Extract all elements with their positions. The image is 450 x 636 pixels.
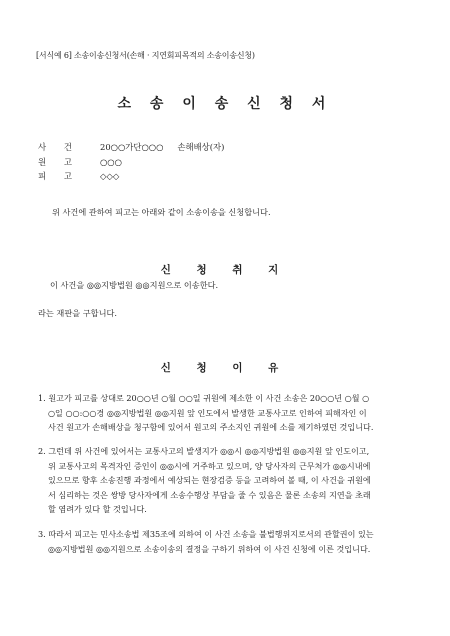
defendant-row <box>38 169 224 184</box>
defendant-value: ◇◇◇ <box>100 171 120 182</box>
defendant-label: 피 고 <box>38 171 72 182</box>
form-number: [서식예 6] 소송이송신청서(손해 · 지연회피목적의 소송이송신청) <box>36 51 255 60</box>
case-value: 20○○가단○○○ 손해배상(자) <box>100 142 225 153</box>
document-title: 소 송 이 송 신 청 서 <box>117 96 333 112</box>
reason-item-2: 2. 그런데 위 사건에 있어서는 교통사고의 발생지가 ◎◎시 ◎◎지방법원 ◎◎지원 앞 인도이고, 위 교통사고의 목격자인 증인이 ◎◎시에 거주하고 있으며, 양 당사자의 근무처가 ◎◎시내에 있으므로 향후 소송진행 과정에서 예상되는 현장검증 등을 고려하여 볼 때, 이 사건을 귀원에 서 심리하는 것은 쌍방 당사자에게 소송수행상 부담을 줄 수 있음은 물론 소송의 지연을 초래 할 염려가 있다 할 것입니다. <box>38 446 371 514</box>
purpose-closing: 라는 재판을 구합니다. <box>38 308 117 318</box>
case-row <box>38 140 224 155</box>
purpose-heading: 신 청 취 지 <box>160 264 290 276</box>
case-label: 사 건 <box>38 142 72 153</box>
plaintiff-value: ○○○ <box>100 156 122 167</box>
party-info <box>38 140 224 184</box>
purpose-body: 이 사건을 ◎◎지방법원 ◎◎지원으로 이송한다. <box>50 280 219 290</box>
reason-item-3: 3. 따라서 피고는 민사소송법 제35조에 의하여 이 사건 소송을 불법행위지로서의 관할권이 있는 ◎◎지방법원 ◎◎지원으로 소송이송의 결정을 구하기 위하여 이 사건 신청에 이른 것입니다. <box>38 529 374 554</box>
reason-item-1: 1. 원고가 피고를 상대로 20○○년 ○월 ○○일 귀원에 제소한 이 사건 소송은 20○○년 ○월 ○ ○일 ○○:○○경 ◎◎지방법원 ◎◎지원 앞 인도에서 발생한 교통사고로 인하여 피해자인 이 사건 원고가 손해배상을 청구함에 있어서 원고의 주소지인 귀원에 소를 제기하였던 것입니다. <box>38 393 374 432</box>
plaintiff-label: 원 고 <box>38 156 72 167</box>
plaintiff-row <box>38 155 224 170</box>
intro-text: 위 사건에 관하여 피고는 아래와 같이 소송이송을 신청합니다. <box>52 207 271 217</box>
reasons-heading: 신 청 이 유 <box>160 362 290 374</box>
